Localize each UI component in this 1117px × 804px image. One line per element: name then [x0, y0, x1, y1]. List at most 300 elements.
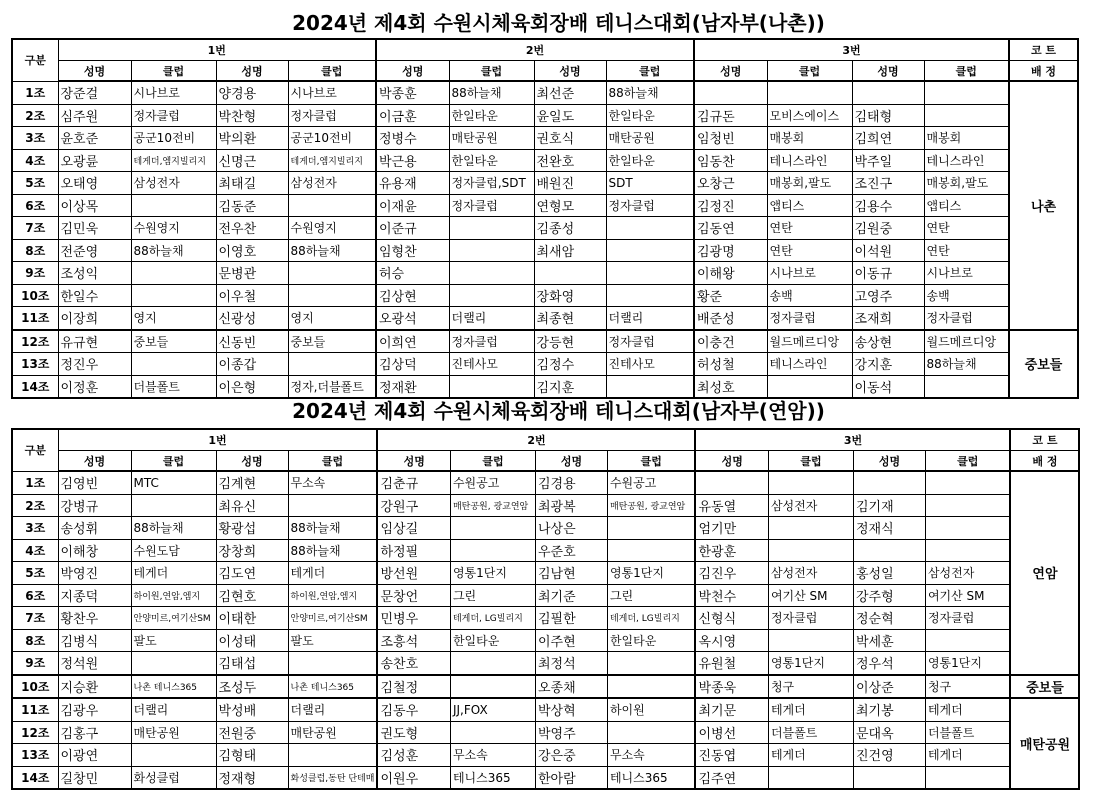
player-club: 연탄: [767, 239, 852, 262]
table-row: [12, 375, 1078, 398]
player-club: 청구: [768, 675, 853, 699]
player-name: 김정진: [694, 194, 767, 217]
table-row: [12, 584, 1079, 607]
player-club: 무소속: [607, 744, 695, 767]
player-club: [450, 517, 535, 540]
player-name: 조진구: [852, 172, 924, 195]
player-club: [768, 766, 853, 789]
player-name: 이영호: [216, 239, 288, 262]
club-header: 클럽: [768, 451, 853, 472]
player-name: 김원중: [852, 217, 924, 240]
player-name: 김동연: [694, 217, 767, 240]
player-name: 강은중: [535, 744, 607, 767]
player-name: 이금훈: [376, 104, 449, 127]
player-name: 옥시영: [695, 629, 768, 652]
player-club: 정자클럽: [449, 194, 534, 217]
player-name: 이해왕: [694, 262, 767, 285]
player-club: [767, 375, 852, 398]
player-club: 테게더: [768, 744, 853, 767]
player-club: [606, 217, 694, 240]
player-club: 88하늘채: [924, 353, 1009, 376]
player-name: 이충건: [694, 330, 767, 353]
player-club: 정자클럽: [768, 607, 853, 630]
player-club: [288, 652, 377, 675]
table-row: [12, 652, 1079, 675]
player-club: MTC: [131, 471, 216, 494]
player-name: 문대옥: [853, 721, 925, 744]
player-club: 삼성전자: [925, 562, 1010, 585]
player-club: [288, 744, 377, 767]
player-name: 김주연: [695, 766, 768, 789]
player-club: 정자클럽: [924, 307, 1009, 330]
player-club: 월드메르디앙: [924, 330, 1009, 353]
player-club: [288, 262, 376, 285]
player-club: 하이원,연암,엠지: [288, 584, 377, 607]
player-name: 조흥석: [377, 629, 450, 652]
player-name: 오종채: [535, 675, 607, 699]
player-name: 정진우: [58, 353, 131, 376]
player-club: 더랠리: [131, 698, 216, 721]
player-name: 신형식: [695, 607, 768, 630]
player-club: 연탄: [924, 239, 1009, 262]
player-name: 전우찬: [216, 217, 288, 240]
player-club: 매탄공원: [606, 127, 694, 150]
player-club: 앱티스: [924, 194, 1009, 217]
player-name: 김광우: [58, 698, 131, 721]
court-assignment: 연암: [1010, 471, 1079, 675]
name-header: 성명: [695, 451, 768, 472]
player-name: 김경용: [535, 471, 607, 494]
player-name: 허승: [376, 262, 449, 285]
player-club: 매탄공원: [131, 721, 216, 744]
player-name: 나상은: [535, 517, 607, 540]
player-name: 조성두: [216, 675, 288, 699]
name-header: 성명: [376, 61, 449, 82]
group-label: 13조: [12, 744, 58, 767]
group-label: 2조: [12, 494, 58, 517]
player-name: 이병선: [695, 721, 768, 744]
player-club: 더블폴트: [925, 721, 1010, 744]
player-name: 강주형: [853, 584, 925, 607]
club-header: 클럽: [288, 61, 376, 82]
player-name: 이정훈: [58, 375, 131, 398]
table-row: [12, 104, 1078, 127]
player-club: [449, 217, 534, 240]
player-name: 최기문: [695, 698, 768, 721]
player-name: 김형태: [216, 744, 288, 767]
player-club: 시나브로: [767, 262, 852, 285]
player-name: 이광연: [58, 744, 131, 767]
player-club: 영통1단지: [925, 652, 1010, 675]
player-club: 한일타운: [449, 149, 534, 172]
player-club: [450, 652, 535, 675]
player-club: 공군10전비: [131, 127, 216, 150]
table-row: [12, 217, 1078, 240]
player-name: 최정석: [535, 652, 607, 675]
table-row: [12, 607, 1079, 630]
player-club: [449, 262, 534, 285]
table-row: [12, 517, 1079, 540]
player-club: 88하늘채: [288, 539, 377, 562]
player-name: 신광성: [216, 307, 288, 330]
group-label: 11조: [12, 307, 58, 330]
player-club: 그린: [607, 584, 695, 607]
table-row: [12, 471, 1079, 494]
player-club: 중보들: [131, 330, 216, 353]
player-name: 배원진: [534, 172, 606, 195]
player-club: [768, 517, 853, 540]
table-row: [12, 766, 1079, 789]
player-club: 수원영지: [131, 217, 216, 240]
player-club: 송백: [924, 284, 1009, 307]
table-row: [12, 262, 1078, 285]
player-name: 김도연: [216, 562, 288, 585]
player-name: 이상목: [58, 194, 131, 217]
player-name: 조재희: [852, 307, 924, 330]
player-club: 정자클럽: [606, 330, 694, 353]
player-club: 시나브로: [288, 81, 376, 104]
player-name: 장창희: [216, 539, 288, 562]
player-club: 더랠리: [288, 698, 377, 721]
court-assignment: 매탄공원: [1010, 698, 1079, 789]
player-name: 박세훈: [853, 629, 925, 652]
player-club: 정자클럽: [131, 104, 216, 127]
player-club: [288, 194, 376, 217]
player-name: 정우석: [853, 652, 925, 675]
player-name: 김종성: [534, 217, 606, 240]
player-name: 민병우: [377, 607, 450, 630]
player-club: 88하늘채: [288, 517, 377, 540]
player-name: 유규현: [58, 330, 131, 353]
player-name: 배준성: [694, 307, 767, 330]
player-club: 정자,더블폴트: [288, 375, 376, 398]
table-row: [12, 307, 1078, 330]
table-row: [12, 353, 1078, 376]
player-name: 김상현: [376, 284, 449, 307]
club-header: 클럽: [925, 451, 1010, 472]
table-row: [12, 675, 1079, 699]
group-label: 5조: [12, 562, 58, 585]
player-club: 하이원: [607, 698, 695, 721]
club-header: 클럽: [288, 451, 377, 472]
player-name: 이장희: [58, 307, 131, 330]
player-name: 길창민: [58, 766, 131, 789]
player-name: 강원구: [377, 494, 450, 517]
page-title-1: 2024년 제4회 수원시체육회장배 테니스대회(남자부(나촌)): [292, 11, 825, 35]
player-name: 박종훈: [376, 81, 449, 104]
player-name: 김영빈: [58, 471, 131, 494]
player-club: 테니스라인: [767, 149, 852, 172]
player-name: 진동엽: [695, 744, 768, 767]
table-row: [12, 194, 1078, 217]
player-name: 김지훈: [534, 375, 606, 398]
player-club: 한일타운: [606, 149, 694, 172]
player-name: [853, 471, 925, 494]
player1-header: 1번: [58, 429, 377, 451]
player-name: 이우철: [216, 284, 288, 307]
player-club: [925, 471, 1010, 494]
player-name: 이희연: [376, 330, 449, 353]
player-club: [131, 652, 216, 675]
player-name: 문창언: [377, 584, 450, 607]
group-label: 9조: [12, 262, 58, 285]
player-name: 김동준: [216, 194, 288, 217]
name-header: 성명: [58, 451, 131, 472]
player-name: 김현호: [216, 584, 288, 607]
group-label: 4조: [12, 539, 58, 562]
player-name: 송찬호: [377, 652, 450, 675]
group-label: 1조: [12, 81, 58, 104]
player-club: 안양미르,여기산SM: [131, 607, 216, 630]
player-club: [131, 262, 216, 285]
player-name: 정재환: [376, 375, 449, 398]
player-club: 더랠리: [606, 307, 694, 330]
table-row: [12, 330, 1078, 353]
name-header: 성명: [216, 451, 288, 472]
player-name: 최기준: [535, 584, 607, 607]
player-name: 박천수: [695, 584, 768, 607]
player-club: [607, 517, 695, 540]
name-header: 성명: [694, 61, 767, 82]
player-name: 박영주: [535, 721, 607, 744]
player-club: [925, 629, 1010, 652]
player-club: 수원도담: [131, 539, 216, 562]
player-club: 더블폴트: [131, 375, 216, 398]
player-club: [606, 284, 694, 307]
player-name: 문병관: [216, 262, 288, 285]
player-name: 정병수: [376, 127, 449, 150]
player-club: 88하늘채: [288, 239, 376, 262]
player-name: 홍성일: [853, 562, 925, 585]
player-club: [288, 494, 377, 517]
player-name: 한아람: [535, 766, 607, 789]
table-row: [12, 721, 1079, 744]
club-header: 클럽: [607, 451, 695, 472]
group-header: 구분: [12, 429, 58, 471]
player-club: 삼성전자: [288, 172, 376, 195]
player-club: 테게더: [925, 698, 1010, 721]
group-label: 11조: [12, 698, 58, 721]
player-club: [924, 375, 1009, 398]
player-name: 김희연: [852, 127, 924, 150]
player-club: 테게더: [925, 744, 1010, 767]
player-club: 삼성전자: [131, 172, 216, 195]
group-label: 6조: [12, 584, 58, 607]
player-name: 김민욱: [58, 217, 131, 240]
player-name: 박영진: [58, 562, 131, 585]
player-club: 연탄: [767, 217, 852, 240]
player-club: 테게더, LG빌리지: [450, 607, 535, 630]
club-header: 클럽: [924, 61, 1009, 82]
player-name: 임청빈: [694, 127, 767, 150]
player-club: 테게더, LG빌리지: [607, 607, 695, 630]
player-name: 김정수: [534, 353, 606, 376]
player-club: [607, 721, 695, 744]
court-header: 코 트: [1010, 429, 1079, 451]
player-club: [450, 721, 535, 744]
player-name: 김기재: [853, 494, 925, 517]
player-club: [607, 539, 695, 562]
player-club: [131, 194, 216, 217]
player2-header: 2번: [377, 429, 695, 451]
group-label: 1조: [12, 471, 58, 494]
player-name: 송상현: [852, 330, 924, 353]
club-header: 클럽: [131, 61, 216, 82]
club-header: 클럽: [450, 451, 535, 472]
player-name: [852, 81, 924, 104]
player-name: 김진우: [695, 562, 768, 585]
player-club: [449, 284, 534, 307]
player-club: [925, 766, 1010, 789]
player2-header: 2번: [376, 39, 694, 61]
player-name: 신동빈: [216, 330, 288, 353]
player-club: 매탄공원: [288, 721, 377, 744]
player-club: [606, 239, 694, 262]
player-name: 강병규: [58, 494, 131, 517]
player-club: [925, 517, 1010, 540]
player-name: 김병식: [58, 629, 131, 652]
club-header: 클럽: [131, 451, 216, 472]
player-name: 연형모: [534, 194, 606, 217]
player-name: 고영주: [852, 284, 924, 307]
player-club: 나촌 테니스365: [288, 675, 377, 699]
player-club: 영통1단지: [768, 652, 853, 675]
player-club: 영지: [131, 307, 216, 330]
player-club: 청구: [925, 675, 1010, 699]
player-club: 연탄: [924, 217, 1009, 240]
player-name: 김철정: [377, 675, 450, 699]
player-name: 지승환: [58, 675, 131, 699]
player-club: [450, 539, 535, 562]
table-row: [12, 284, 1078, 307]
player-name: 박근용: [376, 149, 449, 172]
player-name: 김춘규: [377, 471, 450, 494]
player-club: 삼성전자: [768, 562, 853, 585]
player-name: 강등현: [534, 330, 606, 353]
player-name: 황광섭: [216, 517, 288, 540]
name-header: 성명: [853, 451, 925, 472]
player-name: 전완호: [534, 149, 606, 172]
player-club: 중보들: [288, 330, 376, 353]
player-club: 정자클럽: [449, 330, 534, 353]
player-club: [288, 284, 376, 307]
player-name: 김용수: [852, 194, 924, 217]
table-row: [12, 81, 1078, 104]
player-name: 이해창: [58, 539, 131, 562]
player-name: 이성태: [216, 629, 288, 652]
group-label: 10조: [12, 284, 58, 307]
court-assignment: 나촌: [1009, 81, 1078, 330]
player-name: 임동찬: [694, 149, 767, 172]
player-name: 권호식: [534, 127, 606, 150]
player-name: 최성호: [694, 375, 767, 398]
player-name: 이상준: [853, 675, 925, 699]
player-club: 영지: [288, 307, 376, 330]
player-name: 방선원: [377, 562, 450, 585]
player-club: 테니스365: [450, 766, 535, 789]
table-row: [12, 127, 1078, 150]
player-club: 모비스에이스: [767, 104, 852, 127]
name-header: 성명: [534, 61, 606, 82]
player-name: 오광석: [376, 307, 449, 330]
player-name: 이은형: [216, 375, 288, 398]
player-club: 하이원,연암,엠지: [131, 584, 216, 607]
player-club: 88하늘채: [606, 81, 694, 104]
player-club: 화성클럽: [131, 766, 216, 789]
player-name: 엄기만: [695, 517, 768, 540]
player-club: 진테사모: [606, 353, 694, 376]
player-name: 최선준: [534, 81, 606, 104]
group-label: 14조: [12, 766, 58, 789]
player-name: 이종갑: [216, 353, 288, 376]
player-club: 테니스라인: [767, 353, 852, 376]
player-name: 장준걸: [58, 81, 131, 104]
name-header: 성명: [852, 61, 924, 82]
table-row: [12, 698, 1079, 721]
table-row: [12, 149, 1078, 172]
player-name: 유용재: [376, 172, 449, 195]
player-club: [925, 539, 1010, 562]
player-name: 윤일도: [534, 104, 606, 127]
club-header: 클럽: [767, 61, 852, 82]
group-label: 5조: [12, 172, 58, 195]
player-name: 이태한: [216, 607, 288, 630]
player-club: 매봉회: [924, 127, 1009, 150]
club-header: 클럽: [606, 61, 694, 82]
player-name: 정재식: [853, 517, 925, 540]
player-club: 88하늘채: [449, 81, 534, 104]
schedule-table-2: [11, 428, 1080, 790]
player-club: JJ,FOX: [450, 698, 535, 721]
player-name: 양경용: [216, 81, 288, 104]
schedule-table-1: [11, 38, 1079, 399]
player-club: [606, 375, 694, 398]
player-club: 테게더: [131, 562, 216, 585]
group-label: 2조: [12, 104, 58, 127]
player-club: [767, 81, 852, 104]
player-club: 삼성전자: [768, 494, 853, 517]
group-label: 3조: [12, 517, 58, 540]
player-club: 팔도: [288, 629, 377, 652]
player-name: 김남현: [535, 562, 607, 585]
player-name: 우준호: [535, 539, 607, 562]
player-name: 오창근: [694, 172, 767, 195]
player-club: 88하늘채: [131, 517, 216, 540]
player-club: 매탄공원, 광교연암: [607, 494, 695, 517]
player-name: 전준영: [58, 239, 131, 262]
table-row: [12, 239, 1078, 262]
club-header: 클럽: [449, 61, 534, 82]
player-name: 박주일: [852, 149, 924, 172]
player-club: [925, 494, 1010, 517]
player-club: 영통1단지: [607, 562, 695, 585]
player-club: [924, 104, 1009, 127]
table-row: [12, 539, 1079, 562]
player-name: 유원철: [695, 652, 768, 675]
player-club: [450, 675, 535, 699]
player-club: 정자클럽: [288, 104, 376, 127]
group-label: 7조: [12, 607, 58, 630]
player-club: 팔도: [131, 629, 216, 652]
player-club: [607, 675, 695, 699]
group-header: 구분: [12, 39, 58, 81]
court-header: 코 트: [1009, 39, 1078, 61]
player-name: 박성배: [216, 698, 288, 721]
player-club: 수원영지: [288, 217, 376, 240]
group-label: 8조: [12, 629, 58, 652]
player-club: 매탄공원: [449, 127, 534, 150]
name-header: 성명: [377, 451, 450, 472]
